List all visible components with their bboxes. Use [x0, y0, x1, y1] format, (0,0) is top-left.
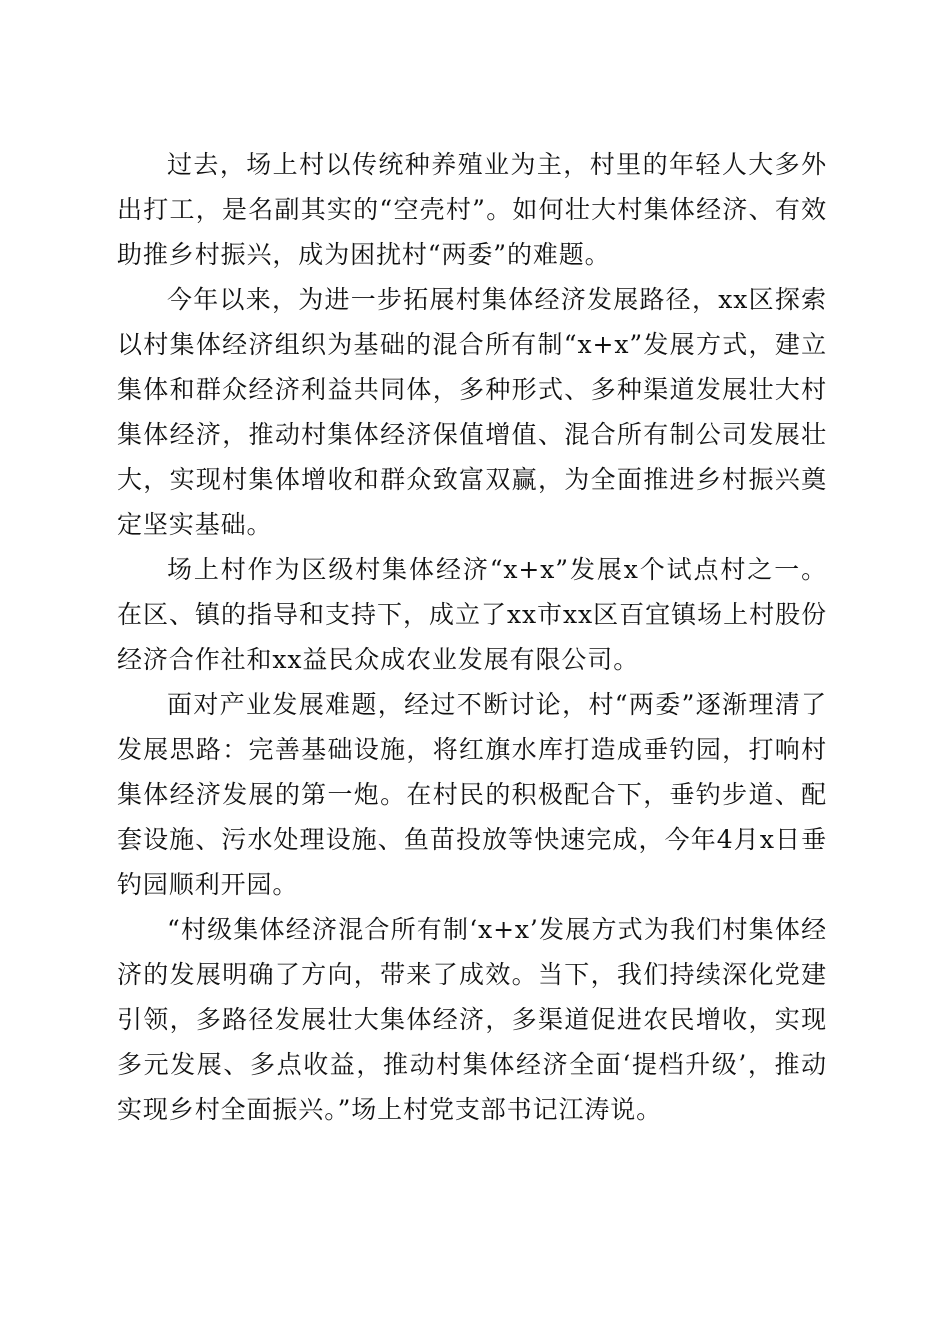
document-body: [117, 142, 827, 1132]
paragraph-5: “村级集体经济混合所有制‘x+x’发展方式为我们村集体经济的发展明确了方向，带来了成效。当下，我们持续深化党建引领，多路径发展壮大集体经济，多渠道促进农民增收，实现多元发展、多点收益，推动村集体经济全面‘提档升级’，推动实现乡村全面振兴。”场上村党支部书记江涛说。: [117, 915, 827, 1124]
paragraph-1: 过去，场上村以传统种养殖业为主，村里的年轻人大多外出打工，是名副其实的“空壳村”。如何壮大村集体经济、有效助推乡村振兴，成为困扰村“两委”的难题。: [117, 150, 827, 269]
paragraph-4: 面对产业发展难题，经过不断讨论，村“两委”逐渐理清了发展思路：完善基础设施，将红旗水库打造成垂钓园，打响村集体经济发展的第一炮。在村民的积极配合下，垂钓步道、配套设施、污水处理设施、鱼苗投放等快速完成，今年4月x日垂钓园顺利开园。: [117, 690, 827, 899]
paragraph-2: 今年以来，为进一步拓展村集体经济发展路径，xx区探索以村集体经济组织为基础的混合所有制“x+x”发展方式，建立集体和群众经济利益共同体，多种形式、多种渠道发展壮大村集体经济，推动村集体经济保值增值、混合所有制公司发展壮大，实现村集体增收和群众致富双赢，为全面推进乡村振兴奠定坚实基础。: [117, 285, 827, 539]
paragraph-3: 场上村作为区级村集体经济“x+x”发展x个试点村之一。在区、镇的指导和支持下，成立了xx市xx区百宜镇场上村股份经济合作社和xx益民众成农业发展有限公司。: [117, 555, 827, 674]
